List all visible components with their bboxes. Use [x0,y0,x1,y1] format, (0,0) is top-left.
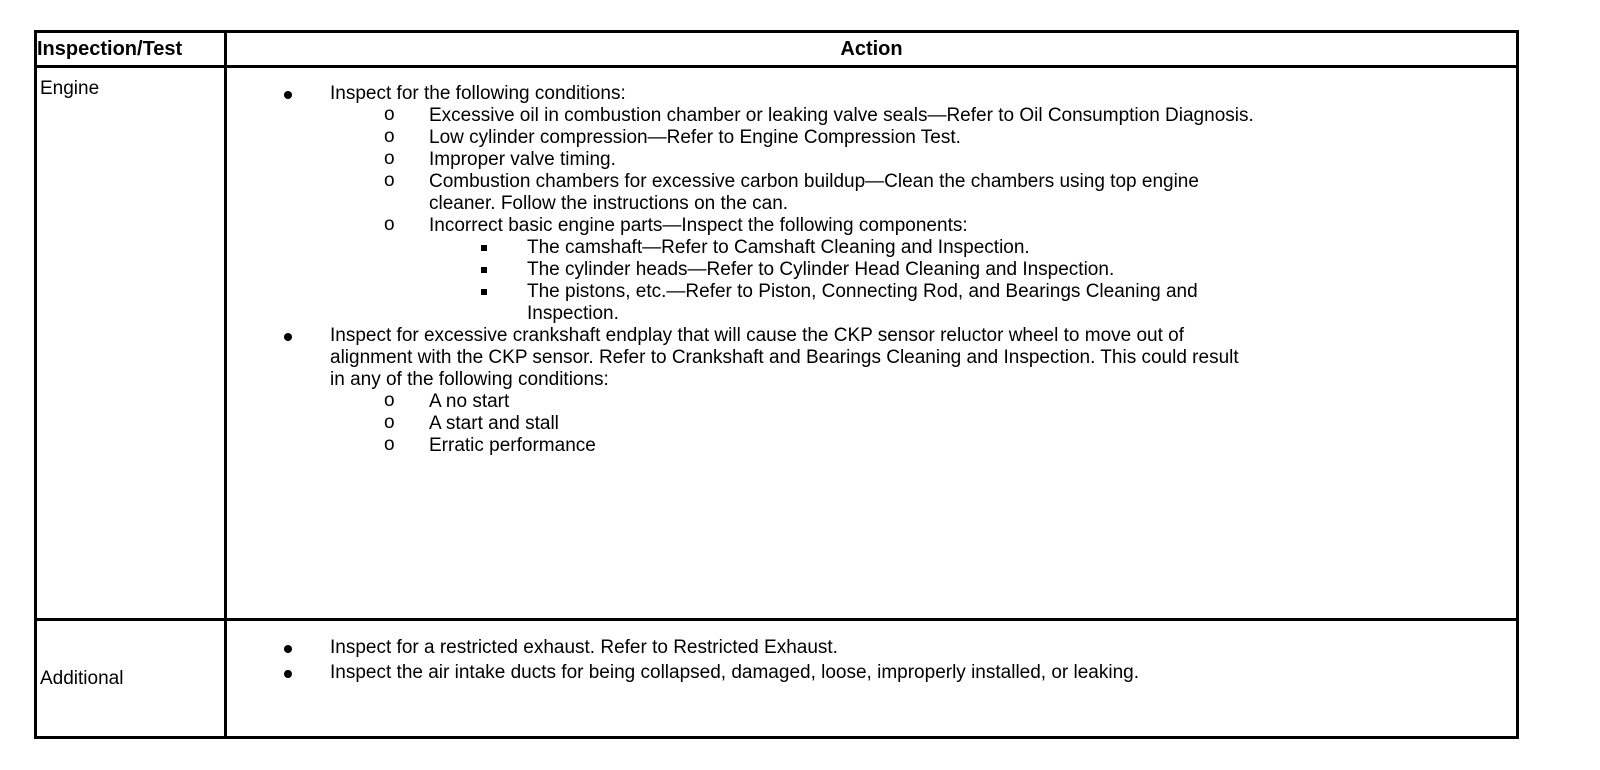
row-label-engine: Engine [36,67,226,620]
bullet-dot-icon [284,91,292,99]
bullet-dot-icon [284,670,292,678]
action-cell-additional [226,620,1518,738]
action-line: Erratic performance [429,435,596,456]
square-bullet-icon [481,289,487,295]
action-line: Low cylinder compression—Refer to Engine Compression Test. [429,127,961,148]
inspection-table [34,30,1519,739]
action-line: Combustion chambers for excessive carbon buildup—Clean the chambers using top engine [429,171,1199,192]
action-line: A start and stall [429,413,559,434]
action-line: Improper valve timing. [429,149,616,170]
hollow-circle-bullet-icon: o [384,412,395,433]
hollow-circle-bullet-icon: o [384,104,395,125]
square-bullet-icon [481,267,487,273]
action-line: Inspection. [527,303,619,324]
hollow-circle-bullet-icon: o [384,148,395,169]
table-row-additional [36,620,1518,738]
bullet-dot-icon [284,645,292,653]
action-line: Inspect the air intake ducts for being collapsed, damaged, loose, improperly installed, or leaking. [330,662,1140,683]
table-row-engine [36,67,1518,620]
header-inspection-test: Inspection/Test [36,32,226,67]
header-action: Action [226,32,1518,67]
header-row [36,32,1518,67]
square-bullet-icon [481,245,487,251]
action-cell-engine [226,67,1518,620]
action-line: The camshaft—Refer to Camshaft Cleaning and Inspection. [527,237,1030,258]
action-line: Inspect for the following conditions: [330,83,626,104]
hollow-circle-bullet-icon: o [384,214,395,235]
action-line: Inspect for a restricted exhaust. Refer to Restricted Exhaust. [330,637,838,658]
action-line: The pistons, etc.—Refer to Piston, Connecting Rod, and Bearings Cleaning and [527,281,1198,302]
action-line: The cylinder heads—Refer to Cylinder Head Cleaning and Inspection. [527,259,1115,280]
action-line: Incorrect basic engine parts—Inspect the following components: [429,215,968,236]
action-line: Excessive oil in combustion chamber or leaking valve seals—Refer to Oil Consumption Diagnosis. [429,105,1254,126]
hollow-circle-bullet-icon: o [384,126,395,147]
action-line: Inspect for excessive crankshaft endplay that will cause the CKP sensor reluctor wheel to move out of [330,325,1185,346]
hollow-circle-bullet-icon: o [384,434,395,455]
action-line: alignment with the CKP sensor. Refer to Crankshaft and Bearings Cleaning and Inspection. This could result [330,347,1239,368]
row-label-additional: Additional [36,620,226,738]
bullet-dot-icon [284,333,292,341]
action-line: A no start [429,391,510,412]
action-line: in any of the following conditions: [330,369,609,390]
action-line: cleaner. Follow the instructions on the can. [429,193,789,214]
hollow-circle-bullet-icon: o [384,390,395,411]
hollow-circle-bullet-icon: o [384,170,395,191]
